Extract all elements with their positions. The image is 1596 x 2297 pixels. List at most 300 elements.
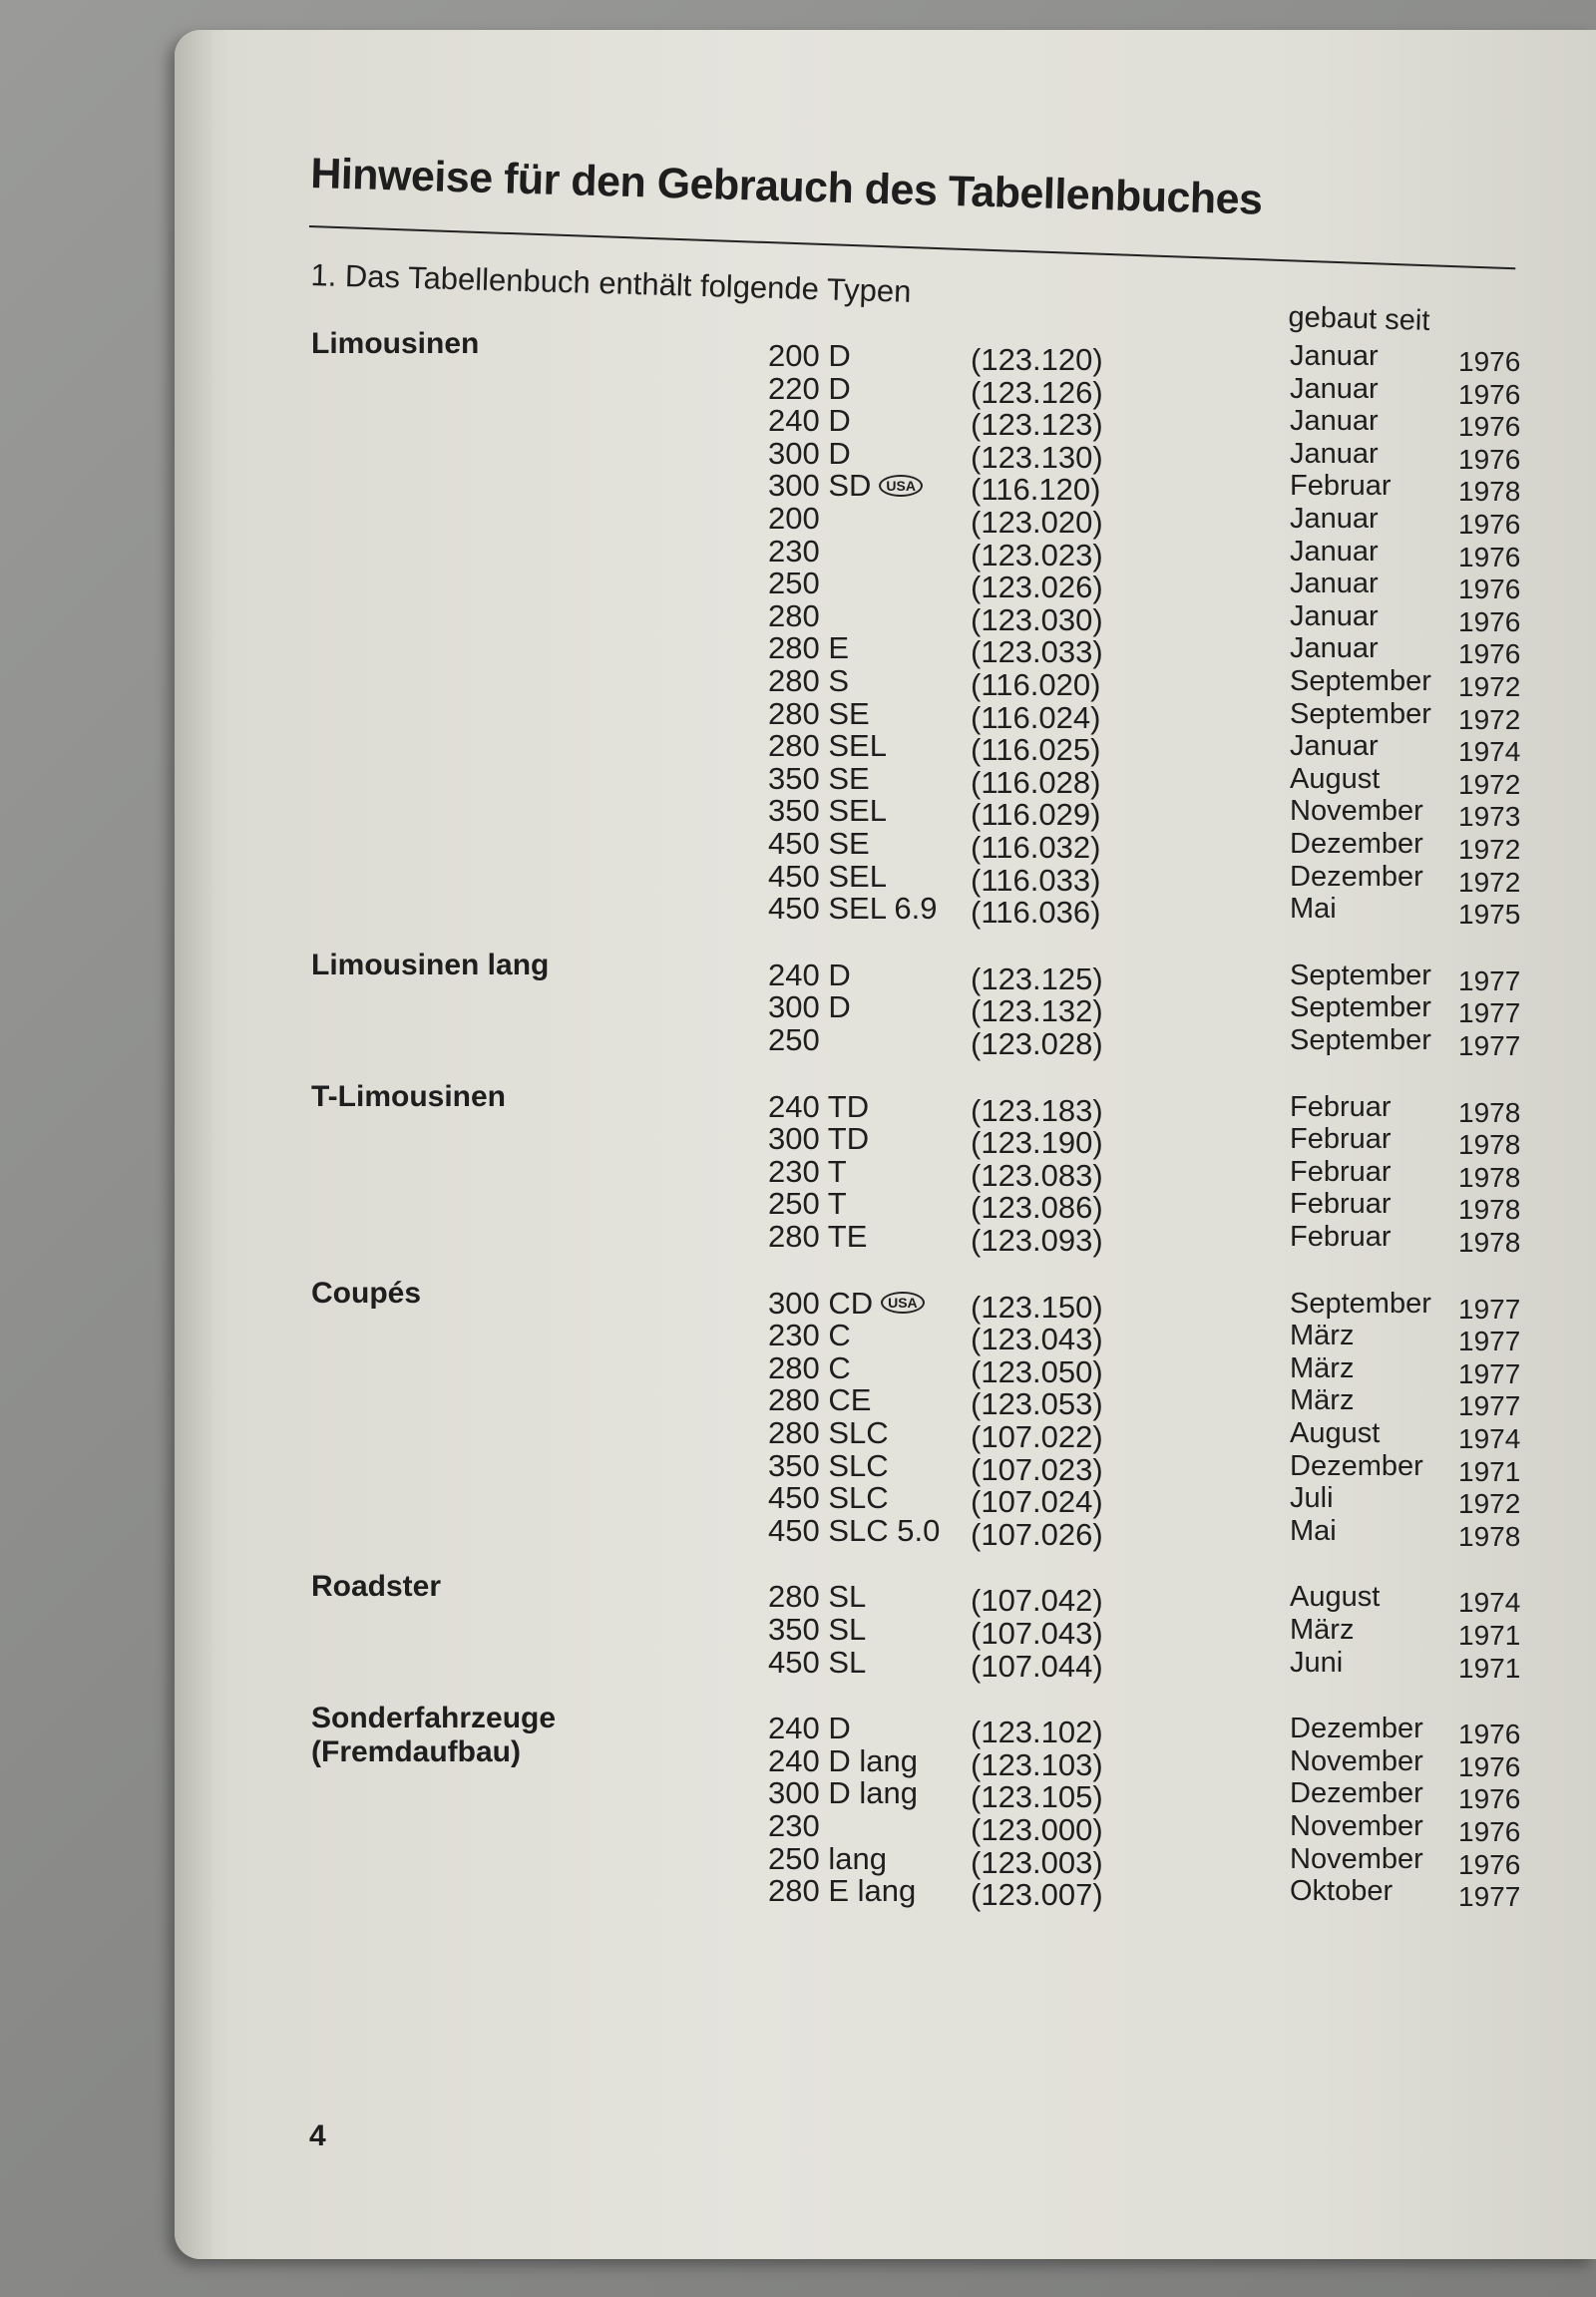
table-cell-year xyxy=(1458,1783,1520,1815)
cell-text: 1974 xyxy=(1458,736,1521,768)
cell-text: (123.105) xyxy=(971,1779,1103,1815)
table-cell-month xyxy=(1290,1745,1423,1777)
cell-text: 1976 xyxy=(1458,1848,1521,1880)
table-cell-model xyxy=(768,1875,916,1907)
table-cell-year xyxy=(1458,769,1520,801)
table-cell-code xyxy=(971,1324,1103,1355)
table-cell-year xyxy=(1458,542,1520,574)
table-cell-model xyxy=(768,1285,925,1321)
cell-text: 1972 xyxy=(1458,671,1521,702)
table-cell-model xyxy=(768,503,820,535)
table-cell-code xyxy=(971,1746,1103,1782)
cell-text: Februar xyxy=(1290,1221,1392,1253)
cell-text: 350 SLC xyxy=(768,1447,889,1483)
table-cell-model xyxy=(768,1742,918,1778)
table-cell-code xyxy=(971,474,1100,506)
cell-text: 1976 xyxy=(1458,1750,1521,1782)
cell-text: 280 CE xyxy=(768,1382,872,1418)
table-cell-year xyxy=(1458,1162,1520,1194)
table-cell-year xyxy=(1458,1129,1520,1161)
cell-text: März xyxy=(1290,1614,1355,1646)
table-cell-model xyxy=(768,795,887,827)
cell-text: 300 TD xyxy=(768,1121,870,1157)
cell-text: (123.183) xyxy=(971,1092,1103,1128)
cell-text: 1975 xyxy=(1458,899,1521,931)
cell-text: 200 xyxy=(768,501,820,536)
cell-text: (123.026) xyxy=(971,570,1103,605)
table-cell-model xyxy=(768,1512,941,1548)
table-cell-model xyxy=(768,1349,851,1385)
table-cell-code xyxy=(971,897,1100,929)
table-cell-year xyxy=(1458,965,1520,997)
cell-text: August xyxy=(1290,762,1381,795)
cell-text: (116.033) xyxy=(971,862,1101,898)
cell-text: Januar xyxy=(1290,632,1379,665)
cell-text: (123.028) xyxy=(971,1026,1103,1061)
cell-text: 1972 xyxy=(1458,866,1521,898)
table-cell-model xyxy=(768,695,870,731)
table-cell-month xyxy=(1290,568,1379,599)
cell-text: 1976 xyxy=(1458,541,1521,573)
table-cell-model xyxy=(768,1153,847,1189)
group-label: T-Limousinen xyxy=(311,1079,506,1113)
group-label: Limousinen xyxy=(311,327,480,360)
cell-text: September xyxy=(1290,1287,1431,1320)
group-label: Roadster xyxy=(311,1570,442,1604)
table-cell-model xyxy=(768,1840,887,1876)
cell-text: 280 C xyxy=(768,1349,851,1385)
cell-text: (116.025) xyxy=(971,732,1101,768)
table-cell-year xyxy=(1458,736,1520,768)
cell-text: 1977 xyxy=(1458,1326,1521,1357)
table-cell-month xyxy=(1290,1417,1380,1449)
cell-text: 1977 xyxy=(1458,1357,1521,1389)
cell-text: März xyxy=(1290,1320,1355,1352)
table-cell-year xyxy=(1458,704,1520,736)
table-cell-year xyxy=(1458,1719,1520,1750)
cell-text: (123.000) xyxy=(971,1812,1103,1847)
cell-text: 1974 xyxy=(1458,1587,1521,1619)
cell-text: November xyxy=(1290,1744,1423,1777)
cell-text: 240 D xyxy=(768,403,851,439)
table-cell-code xyxy=(971,636,1103,668)
cell-text: September xyxy=(1290,991,1431,1024)
table-cell-code xyxy=(971,764,1101,800)
table-cell-model xyxy=(768,1644,867,1680)
cell-text: 240 TD xyxy=(768,1088,870,1124)
group-label: Coupés xyxy=(311,1276,422,1310)
cell-text: Januar xyxy=(1290,340,1379,372)
cell-text: 1977 xyxy=(1458,1881,1521,1913)
cell-text: Februar xyxy=(1290,1090,1392,1123)
table-cell-code xyxy=(971,1127,1103,1159)
table-cell-year xyxy=(1458,1227,1520,1259)
table-cell-code xyxy=(971,1289,1103,1325)
table-cell-code xyxy=(971,1028,1103,1060)
cell-text: 240 D lang xyxy=(768,1742,918,1778)
cell-text: September xyxy=(1290,1024,1431,1056)
cell-text: (116.032) xyxy=(971,830,1101,865)
cell-text: 1976 xyxy=(1458,574,1521,605)
cell-text: (123.103) xyxy=(971,1746,1103,1782)
table-cell-model xyxy=(768,1777,918,1809)
table-cell-code xyxy=(971,1092,1103,1128)
cell-text: 1976 xyxy=(1458,378,1521,410)
cell-text: 1972 xyxy=(1458,768,1521,800)
cell-text: 1976 xyxy=(1458,605,1521,637)
table-cell-year xyxy=(1458,671,1520,703)
table-cell-model xyxy=(768,1384,871,1416)
cell-text: 1976 xyxy=(1458,1816,1521,1847)
table-cell-code xyxy=(971,601,1103,637)
table-cell-month xyxy=(1290,600,1379,632)
table-cell-year xyxy=(1458,1653,1520,1685)
table-cell-code xyxy=(971,995,1103,1027)
table-cell-code xyxy=(971,507,1103,539)
cell-text: Januar xyxy=(1290,437,1379,470)
table-cell-code xyxy=(971,699,1101,735)
cell-text: 1973 xyxy=(1458,801,1521,833)
cell-text: 1971 xyxy=(1458,1620,1521,1651)
cell-text: (116.029) xyxy=(971,797,1101,833)
cell-text: (116.020) xyxy=(971,667,1101,702)
cell-text: 300 SD xyxy=(768,468,872,504)
usa-badge-icon: USA xyxy=(879,475,923,497)
cell-text: 240 D xyxy=(768,1711,851,1746)
cell-text: 1974 xyxy=(1458,1423,1521,1454)
cell-text: August xyxy=(1290,1417,1381,1449)
cell-text: 1977 xyxy=(1458,964,1521,996)
table-cell-year xyxy=(1458,1620,1520,1652)
cell-text: 280 SLC xyxy=(768,1415,889,1450)
table-cell-year xyxy=(1458,1849,1520,1881)
cell-text: (107.042) xyxy=(971,1583,1103,1619)
table-cell-model xyxy=(768,858,887,894)
cell-text: Mai xyxy=(1290,1514,1337,1547)
table-cell-month xyxy=(1290,893,1337,925)
table-cell-year xyxy=(1458,411,1520,443)
table-cell-year xyxy=(1458,476,1520,508)
cell-text: (123.030) xyxy=(971,601,1103,637)
cell-text: 1976 xyxy=(1458,346,1521,377)
table-cell-month xyxy=(1290,373,1379,405)
table-cell-model xyxy=(768,435,851,471)
cell-text: 1978 xyxy=(1458,1096,1521,1128)
cell-text: 280 E lang xyxy=(768,1873,917,1909)
cell-text: November xyxy=(1290,1810,1423,1842)
table-cell-year xyxy=(1458,346,1520,378)
table-cell-year xyxy=(1458,1456,1520,1488)
cell-text: (107.043) xyxy=(971,1616,1103,1651)
table-cell-month xyxy=(1290,632,1379,664)
cell-text: Dezember xyxy=(1290,860,1423,893)
cell-text: 1976 xyxy=(1458,509,1521,540)
cell-text: 230 xyxy=(768,533,820,569)
cell-text: (123.150) xyxy=(971,1289,1103,1325)
table-cell-month xyxy=(1290,1515,1337,1547)
cell-text: August xyxy=(1290,1581,1381,1614)
cell-text: (123.007) xyxy=(971,1877,1103,1913)
cell-text: Januar xyxy=(1290,372,1379,405)
table-cell-month xyxy=(1290,405,1379,437)
cell-text: 230 T xyxy=(768,1153,847,1189)
table-cell-code xyxy=(971,1451,1103,1487)
cell-text: (123.043) xyxy=(971,1322,1103,1357)
cell-text: (123.053) xyxy=(971,1386,1103,1422)
table-cell-model xyxy=(768,370,851,406)
table-cell-month xyxy=(1290,1091,1392,1123)
cell-text: (123.086) xyxy=(971,1190,1103,1226)
cell-text: (107.026) xyxy=(971,1516,1103,1552)
usa-badge-icon: USA xyxy=(881,1292,925,1314)
cell-text: Februar xyxy=(1290,470,1392,503)
cell-text: (107.024) xyxy=(971,1484,1103,1520)
intro-text: 1. Das Tabellenbuch enthält folgende Typen xyxy=(310,257,912,309)
table-cell-model xyxy=(768,1123,869,1155)
table-cell-code xyxy=(971,1388,1103,1420)
group-label: Sonderfahrzeuge (Fremdaufbau) xyxy=(311,1702,557,1769)
table-cell-year xyxy=(1458,1294,1520,1326)
table-cell-code xyxy=(971,1421,1103,1453)
table-cell-code xyxy=(971,1192,1103,1224)
table-cell-year xyxy=(1458,379,1520,411)
table-cell-year xyxy=(1458,834,1520,866)
table-cell-year xyxy=(1458,1488,1520,1520)
cell-text: 1977 xyxy=(1458,1030,1521,1061)
cell-text: 1976 xyxy=(1458,1783,1521,1815)
cell-text: März xyxy=(1290,1384,1355,1417)
cell-text: 450 SEL xyxy=(768,858,887,894)
table-cell-model xyxy=(768,893,938,925)
table-cell-year xyxy=(1458,574,1520,605)
cell-text: (107.022) xyxy=(971,1419,1103,1454)
table-cell-year xyxy=(1458,1097,1520,1129)
table-cell-model xyxy=(768,597,820,633)
cell-text: (107.044) xyxy=(971,1648,1103,1684)
cell-text: 200 D xyxy=(768,338,851,373)
cell-text: Januar xyxy=(1290,599,1379,632)
cell-text: Dezember xyxy=(1290,1713,1423,1745)
table-cell-month xyxy=(1290,1777,1423,1809)
cell-text: 450 SE xyxy=(768,826,870,861)
table-cell-year xyxy=(1458,1423,1520,1455)
cell-text: 1978 xyxy=(1458,1129,1521,1161)
cell-text: 450 SLC 5.0 xyxy=(768,1512,941,1548)
cell-text: (123.020) xyxy=(971,505,1103,540)
cell-text: (116.024) xyxy=(971,699,1101,735)
table-cell-year xyxy=(1458,1751,1520,1783)
table-cell-month xyxy=(1290,828,1423,860)
table-cell-model xyxy=(768,1447,889,1483)
cell-text: (123.126) xyxy=(971,374,1103,410)
cell-text: (123.003) xyxy=(971,1844,1103,1880)
table-cell-month xyxy=(1290,1875,1393,1907)
table-cell-model xyxy=(768,1221,867,1253)
table-cell-model xyxy=(768,730,887,762)
table-cell-year xyxy=(1458,606,1520,638)
cell-text: 250 lang xyxy=(768,1840,887,1876)
table-cell-month xyxy=(1290,959,1431,991)
table-cell-month xyxy=(1290,1384,1354,1416)
cell-text: 350 SL xyxy=(768,1612,867,1647)
cell-text: 240 D xyxy=(768,957,851,992)
table-cell-code xyxy=(971,734,1100,766)
table-cell-model xyxy=(768,470,923,502)
cell-text: 300 D xyxy=(768,435,851,471)
cell-text: (116.120) xyxy=(971,472,1101,508)
cell-text: 1976 xyxy=(1458,1719,1521,1750)
cell-text: Dezember xyxy=(1290,1777,1423,1810)
table-cell-month xyxy=(1290,991,1431,1023)
cell-text: 1978 xyxy=(1458,1161,1521,1193)
table-cell-model xyxy=(768,828,870,860)
cell-text: 1978 xyxy=(1458,476,1521,508)
table-cell-year xyxy=(1458,1881,1520,1913)
cell-text: (123.083) xyxy=(971,1157,1103,1193)
cell-text: November xyxy=(1290,795,1423,828)
cell-text: 1972 xyxy=(1458,703,1521,735)
table-cell-month xyxy=(1290,1843,1423,1875)
cell-text: 280 SE xyxy=(768,695,870,731)
table-cell-code xyxy=(971,439,1103,475)
cell-text: (123.023) xyxy=(971,537,1103,573)
cell-text: 280 TE xyxy=(768,1219,868,1254)
table-cell-model xyxy=(768,1088,870,1124)
cell-text: 1971 xyxy=(1458,1652,1521,1684)
table-cell-code xyxy=(971,832,1100,864)
cell-text: 450 SLC xyxy=(768,1480,889,1516)
cell-text: 1976 xyxy=(1458,638,1521,670)
table-cell-month xyxy=(1290,340,1379,372)
cell-text: 300 D lang xyxy=(768,1775,918,1811)
cell-text: 1972 xyxy=(1458,1488,1521,1520)
cell-text: 220 D xyxy=(768,370,851,406)
table-cell-model xyxy=(768,632,849,664)
table-cell-year xyxy=(1458,1030,1520,1062)
cell-text: September xyxy=(1290,697,1431,730)
cell-text: Dezember xyxy=(1290,828,1423,860)
table-cell-code xyxy=(971,1585,1103,1617)
cell-text: 280 SL xyxy=(768,1579,867,1615)
table-cell-code xyxy=(971,409,1103,441)
cell-text: 450 SL xyxy=(768,1644,867,1680)
table-cell-code xyxy=(971,1353,1103,1389)
group-label: Limousinen lang xyxy=(311,948,550,981)
cell-text: Februar xyxy=(1290,1123,1392,1156)
table-cell-month xyxy=(1290,1123,1392,1155)
table-cell-code xyxy=(971,1516,1103,1552)
cell-text: Juni xyxy=(1290,1646,1344,1679)
cell-text: 280 S xyxy=(768,663,850,698)
table-cell-month xyxy=(1290,1352,1354,1384)
cell-text: Oktober xyxy=(1290,1875,1394,1908)
table-cell-model xyxy=(768,1810,820,1842)
table-cell-month xyxy=(1290,536,1379,568)
table-cell-year xyxy=(1458,1587,1520,1619)
cell-text: 450 SEL 6.9 xyxy=(768,891,938,927)
table-cell-month xyxy=(1290,1482,1334,1514)
table-cell-month xyxy=(1290,1221,1392,1253)
table-cell-month xyxy=(1290,665,1431,697)
cell-text: 250 xyxy=(768,1022,820,1057)
table-cell-month xyxy=(1290,1320,1354,1351)
cell-text: (116.036) xyxy=(971,895,1101,931)
table-cell-year xyxy=(1458,509,1520,541)
cell-text: 1977 xyxy=(1458,997,1521,1029)
cell-text: 250 T xyxy=(768,1186,847,1222)
cell-text: 1978 xyxy=(1458,1194,1521,1226)
table-cell-code xyxy=(971,374,1103,410)
cell-text: (123.120) xyxy=(971,342,1103,377)
cell-text: 250 xyxy=(768,566,820,601)
table-cell-year xyxy=(1458,1390,1520,1422)
cell-text: (123.102) xyxy=(971,1715,1103,1750)
cell-text: 350 SEL xyxy=(768,793,887,829)
table-cell-month xyxy=(1290,1810,1423,1842)
table-cell-code xyxy=(971,1618,1103,1650)
table-cell-year xyxy=(1458,899,1520,931)
table-cell-month xyxy=(1290,1188,1392,1220)
table-cell-model xyxy=(768,1614,866,1646)
table-cell-code xyxy=(971,1648,1103,1684)
table-cell-year xyxy=(1458,1816,1520,1848)
table-cell-year xyxy=(1458,444,1520,476)
table-cell-year xyxy=(1458,638,1520,670)
cell-text: (123.130) xyxy=(971,439,1103,475)
table-cell-code xyxy=(971,862,1101,898)
cell-text: Januar xyxy=(1290,405,1379,438)
table-cell-model xyxy=(768,568,820,599)
cell-text: (107.023) xyxy=(971,1451,1103,1487)
table-cell-model xyxy=(768,760,870,796)
table-cell-code xyxy=(971,537,1103,573)
table-cell-model xyxy=(768,665,849,697)
table-cell-code xyxy=(971,572,1103,603)
cell-text: Juli xyxy=(1290,1482,1334,1515)
cell-text: 1976 xyxy=(1458,411,1521,443)
table-cell-code xyxy=(971,1814,1103,1846)
table-cell-month xyxy=(1290,503,1379,535)
table-cell-year xyxy=(1458,867,1520,899)
cell-text: 300 CD xyxy=(768,1285,874,1321)
cell-text: (123.132) xyxy=(971,993,1103,1029)
table-cell-year xyxy=(1458,801,1520,833)
table-cell-month xyxy=(1290,763,1380,795)
table-cell-model xyxy=(768,340,851,372)
cell-text: 280 xyxy=(768,597,820,633)
table-cell-model xyxy=(768,1713,851,1744)
cell-text: März xyxy=(1290,1351,1355,1384)
table-cell-month xyxy=(1290,1713,1423,1744)
cell-text: 280 SEL xyxy=(768,728,887,764)
table-cell-month xyxy=(1290,698,1431,730)
table-cell-model xyxy=(768,405,851,437)
table-cell-code xyxy=(971,344,1103,376)
cell-text: September xyxy=(1290,958,1431,991)
table-cell-month xyxy=(1290,795,1423,827)
table-cell-model xyxy=(768,1320,851,1351)
cell-text: 1977 xyxy=(1458,1293,1521,1325)
cell-text: Mai xyxy=(1290,893,1337,926)
table-cell-model xyxy=(768,533,820,569)
table-cell-year xyxy=(1458,997,1520,1029)
table-cell-code xyxy=(971,1225,1103,1257)
cell-text: (123.050) xyxy=(971,1353,1103,1389)
table-cell-code xyxy=(971,1781,1103,1813)
cell-text: 1978 xyxy=(1458,1227,1521,1258)
cell-text: Januar xyxy=(1290,503,1379,535)
cell-text: (123.125) xyxy=(971,960,1103,996)
